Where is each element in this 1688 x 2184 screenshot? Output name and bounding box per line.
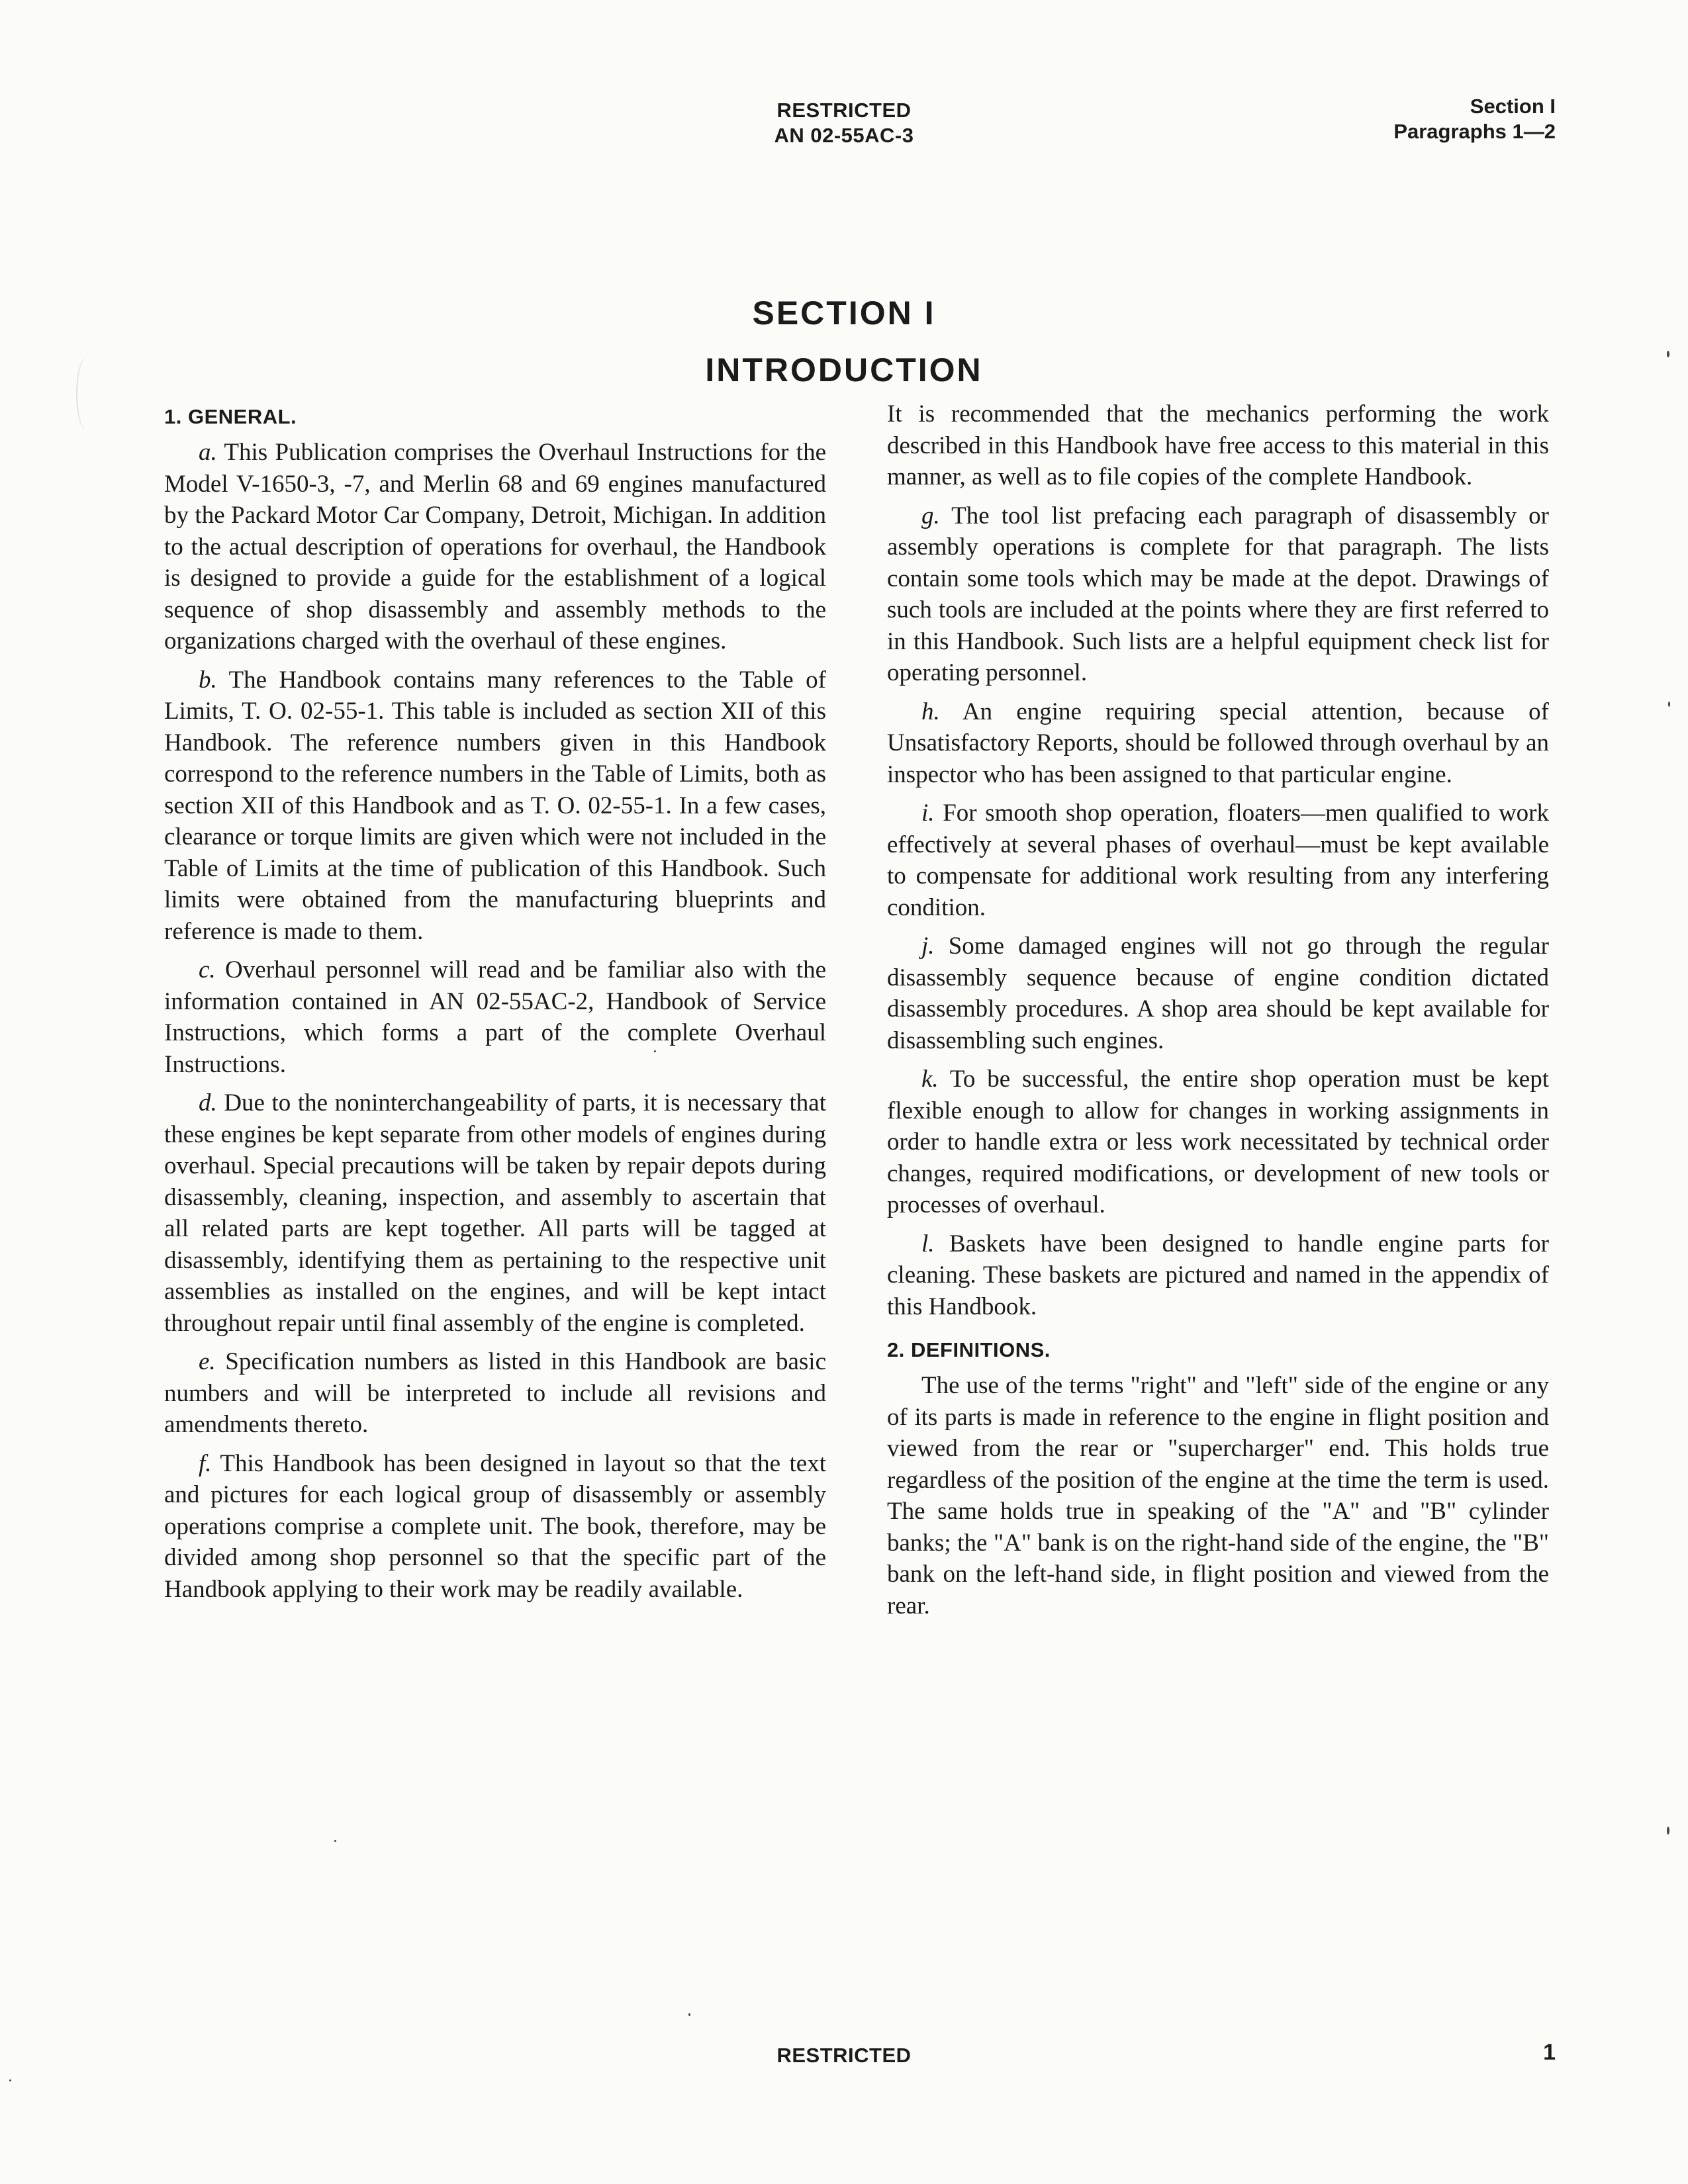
paragraph-label: k. <box>921 1066 939 1093</box>
scan-speck <box>654 1050 656 1052</box>
paragraph-i <box>887 797 1549 923</box>
paragraph-label: f. <box>199 1449 212 1477</box>
paragraph-a <box>164 437 826 657</box>
scan-speck <box>1667 351 1669 357</box>
page-number: 1 <box>1543 2040 1556 2065</box>
header-center <box>712 98 976 148</box>
scan-speck <box>9 2079 11 2081</box>
paragraph-e <box>164 1346 826 1441</box>
scan-speck <box>1667 1827 1669 1835</box>
paragraph-b <box>164 664 826 948</box>
section-name: INTRODUCTION <box>705 351 983 388</box>
paragraph-label: d. <box>199 1089 217 1116</box>
paragraph-text: This Publication comprises the Overhaul Instructions for the Model V-1650-3, -7, and Merlin 68 and 69 engines manufactured by the Packard Motor Car Company, Detroit, Michigan. In addition to the actual description of operations for overhaul, the Handbook is designed to provide a guide for the establishment of a logical sequence of shop disassembly and assembly methods to the organizations charged with the overhaul of these engines. <box>164 439 826 655</box>
paragraph-k <box>887 1064 1549 1221</box>
paragraph-c <box>164 954 826 1080</box>
paragraph-text: Baskets have been designed to handle engine parts for cleaning. These baskets are pictured and named in the appendix of this Handbook. <box>887 1230 1549 1320</box>
paragraph-label: j. <box>921 933 935 960</box>
header-right <box>1158 94 1556 144</box>
right-column <box>887 398 1549 1629</box>
header-section-ref: Section I <box>1470 95 1556 118</box>
paragraph-label: b. <box>199 666 217 694</box>
paragraph-text: For smooth shop operation, floaters—men qualified to work effectively at several phases of overhaul—must be kept available to compensate for additional work resulting from any interfering condition. <box>887 799 1549 921</box>
paragraph-j <box>887 931 1549 1056</box>
scan-speck <box>688 2013 690 2016</box>
heading-definitions: 2. DEFINITIONS. <box>887 1338 1051 1361</box>
paragraph-label: c. <box>199 956 216 983</box>
paragraph-label: e. <box>199 1348 216 1375</box>
header-publication-number: AN 02-55AC-3 <box>774 124 914 147</box>
header-classification: RESTRICTED <box>776 99 912 122</box>
paragraph-h <box>887 696 1549 791</box>
paragraph-label: h. <box>921 698 940 725</box>
paragraph-f-continuation: It is recommended that the mechanics performing the work described in this Handbook have free access to this material in this manner, as well as to file copies of the complete Handbook. <box>887 400 1549 490</box>
heading-general: 1. GENERAL. <box>164 405 297 428</box>
paragraph-l <box>887 1228 1549 1323</box>
paragraph-definitions: The use of the terms "right" and "left" side of the engine or any of its parts is made in reference to the engine in flight position and viewed from the rear or "supercharger" end. This holds true regardless of the position of the engine at the time the term is used. The same holds true in speaking of the "A" and "B" cylinder banks; the "A" bank is on the right-hand side of the engine, the "B" bank on the left-hand side, in flight position and viewed from the rear. <box>887 1372 1549 1619</box>
left-column <box>164 402 826 1612</box>
paragraph-g <box>887 500 1549 689</box>
paragraph-text: Due to the noninterchangeability of parts, it is necessary that these engines be kept separate from other models of engines during overhaul. Special precautions will be taken by repair depots during disassembly, cleaning, inspection, and assembly to ascertain that all related parts are kept together. All parts will be tagged at disassembly, identifying them as pertaining to the respective unit assemblies as installed on the engines, and will be kept intact throughout repair until final assembly of the engine is completed. <box>164 1089 827 1337</box>
scan-speck <box>1668 702 1670 707</box>
paragraph-text: The Handbook contains many references to the Table of Limits, T. O. 02-55-1. This table is included as section XII of this Handbook. The reference numbers given in this Handbook correspond to the reference numbers in the Table of Limits, both as section XII of this Handbook and as T. O. 02-55-1. In a few cases, clearance or torque limits are given which were not included in the Table of Limits at the time of publication of this Handbook. Such limits were obtained from the manufacturing blueprints and reference is made to them. <box>164 666 826 945</box>
paragraph-label: i. <box>921 799 935 827</box>
scan-speck <box>334 1840 336 1842</box>
paragraph-text: Overhaul personnel will read and be familiar also with the information contained in AN 02-55AC-2, Handbook of Service Instructions, which forms a part of the complete Overhaul Instructions. <box>164 956 826 1078</box>
section-title: SECTION I <box>752 295 936 332</box>
footer-classification: RESTRICTED <box>776 2044 912 2067</box>
paragraph-text: To be successful, the entire shop operation must be kept flexible enough to allow for changes in working assignments in order to handle extra or less work necessitated by technical order changes, required modifications, or development of new tools or processes of overhaul. <box>887 1066 1550 1218</box>
paragraph-f <box>164 1448 826 1606</box>
paragraph-label: a. <box>199 439 217 466</box>
header-paragraph-ref: Paragraphs 1—2 <box>1393 120 1556 143</box>
paragraph-label: l. <box>921 1230 935 1257</box>
paragraph-text: The tool list prefacing each paragraph of disassembly or assembly operations is complete for that paragraph. The lists contain some tools which may be made at the depot. Drawings of such tools are included at the points where they are first referred to in this Handbook. Such lists are a helpful equipment check list for operating personnel. <box>887 502 1549 686</box>
paragraph-d <box>164 1087 826 1339</box>
paragraph-text: This Handbook has been designed in layout so that the text and pictures for each logical group of disassembly or assembly operations comprise a complete unit. The book, therefore, may be divided among shop personnel so that the specific part of the Handbook applying to their work may be readily available. <box>164 1449 826 1603</box>
section-title-block <box>0 285 1688 398</box>
paragraph-text: Some damaged engines will not go through the regular disassembly sequence because of engine condition dictated disassembly procedures. A shop area should be kept available for disassembling such engines. <box>887 933 1550 1054</box>
paragraph-text: An engine requiring special attention, because of Unsatisfactory Reports, should be followed through overhaul by an inspector who has been assigned to that particular engine. <box>887 698 1549 788</box>
paragraph-label: g. <box>921 502 940 529</box>
paragraph-text: Specification numbers as listed in this Handbook are basic numbers and will be interpreted to include all revisions and amendments thereto. <box>164 1348 827 1438</box>
